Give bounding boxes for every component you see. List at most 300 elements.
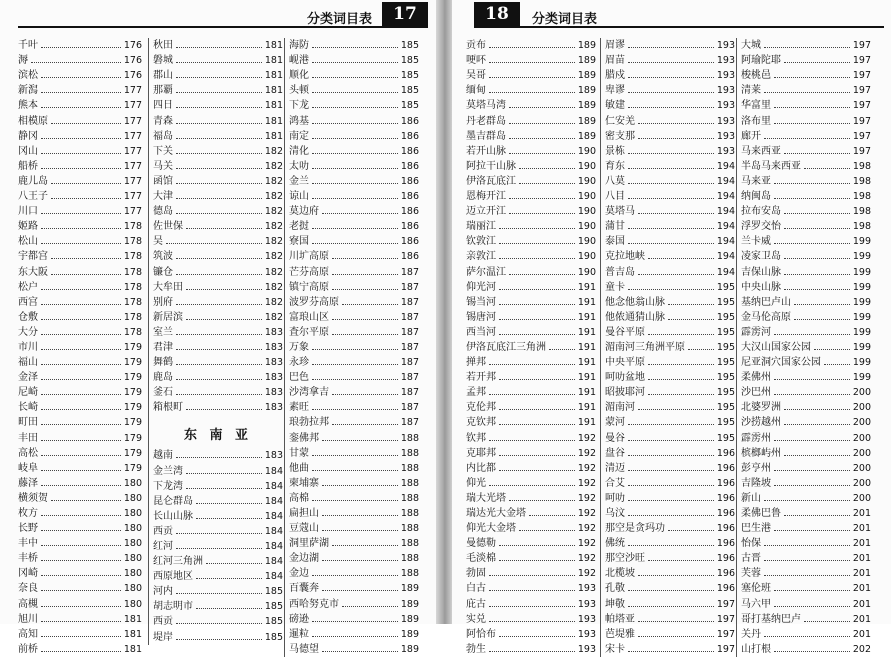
index-entry bbox=[466, 385, 596, 400]
index-entry bbox=[289, 38, 419, 53]
leader-dots bbox=[489, 485, 575, 486]
entry-term: 毛淡棉 bbox=[466, 553, 496, 565]
entry-term: 基纳巴卢山 bbox=[741, 296, 791, 308]
leader-dots bbox=[489, 440, 575, 441]
index-entry bbox=[466, 129, 596, 144]
leader-dots bbox=[176, 394, 262, 395]
entry-page-number: 177 bbox=[123, 175, 142, 187]
entry-term: 前桥 bbox=[18, 643, 38, 655]
index-entry bbox=[605, 491, 735, 506]
index-entry bbox=[605, 249, 735, 264]
leader-dots bbox=[41, 289, 121, 290]
index-entry bbox=[741, 295, 871, 310]
entry-term: 瑞丽江 bbox=[466, 221, 496, 233]
entry-term: 景栋 bbox=[605, 145, 625, 157]
index-entry bbox=[466, 68, 596, 83]
entry-term: 莫边府 bbox=[289, 206, 319, 218]
entry-term: 室兰 bbox=[153, 326, 173, 338]
entry-page-number: 186 bbox=[400, 221, 419, 233]
entry-page-number: 186 bbox=[400, 160, 419, 172]
leader-dots bbox=[774, 334, 850, 335]
leader-dots bbox=[176, 153, 262, 154]
index-entry bbox=[18, 144, 142, 159]
leader-dots bbox=[176, 274, 262, 275]
entry-term: 佐世保 bbox=[153, 221, 183, 233]
entry-page-number: 192 bbox=[577, 477, 596, 489]
entry-term: 镰仓 bbox=[153, 266, 173, 278]
index-entry bbox=[18, 385, 142, 400]
entry-page-number: 184 bbox=[264, 556, 283, 568]
entry-page-number: 182 bbox=[264, 266, 283, 278]
index-entry bbox=[741, 551, 871, 566]
entry-term: 阿拉干山脉 bbox=[466, 160, 516, 172]
entry-term: 眉谬 bbox=[605, 40, 625, 52]
leader-dots bbox=[638, 123, 714, 124]
entry-page-number: 181 bbox=[123, 643, 142, 655]
entry-page-number: 192 bbox=[577, 432, 596, 444]
entry-term: 大牟田 bbox=[153, 281, 183, 293]
entry-term: 锡当河 bbox=[466, 296, 496, 308]
entry-page-number: 186 bbox=[400, 206, 419, 218]
entry-term: 阿恰布 bbox=[466, 628, 496, 640]
entry-term: 童卡 bbox=[605, 281, 625, 293]
leader-dots bbox=[41, 228, 121, 229]
leader-dots bbox=[51, 198, 121, 199]
entry-term: 北婆罗洲 bbox=[741, 402, 781, 414]
left-page-number: 17 bbox=[382, 2, 428, 26]
leader-dots bbox=[176, 183, 262, 184]
index-entry bbox=[466, 38, 596, 53]
entry-page-number: 178 bbox=[123, 236, 142, 248]
index-entry bbox=[18, 506, 142, 521]
entry-page-number: 191 bbox=[577, 417, 596, 429]
entry-term: 白古 bbox=[466, 583, 486, 595]
leader-dots bbox=[41, 92, 121, 93]
index-entry bbox=[466, 506, 596, 521]
index-entry bbox=[289, 521, 419, 536]
index-entry bbox=[605, 234, 735, 249]
entry-page-number: 201 bbox=[852, 628, 871, 640]
entry-term: 哽吥 bbox=[466, 55, 486, 67]
entry-page-number: 191 bbox=[577, 281, 596, 293]
entry-term: 越南 bbox=[153, 450, 173, 462]
index-entry bbox=[466, 189, 596, 204]
index-entry bbox=[466, 113, 596, 128]
entry-page-number: 191 bbox=[577, 372, 596, 384]
leader-dots bbox=[628, 545, 714, 546]
leader-dots bbox=[638, 409, 714, 410]
entry-page-number: 180 bbox=[123, 492, 142, 504]
entry-page-number: 184 bbox=[264, 495, 283, 507]
index-entry bbox=[289, 627, 419, 642]
entry-term: 湄南河三角洲平原 bbox=[605, 341, 685, 353]
entry-page-number: 186 bbox=[400, 115, 419, 127]
entry-page-number: 201 bbox=[852, 538, 871, 550]
index-entry bbox=[466, 83, 596, 98]
entry-page-number: 178 bbox=[123, 296, 142, 308]
leader-dots bbox=[499, 636, 575, 637]
right-page-header bbox=[474, 0, 884, 30]
entry-page-number: 197 bbox=[852, 130, 871, 142]
index-entry bbox=[741, 476, 871, 491]
entry-term: 半岛马来西亚 bbox=[741, 160, 801, 172]
index-entry bbox=[741, 340, 871, 355]
entry-term: 函馆 bbox=[153, 175, 173, 187]
leader-dots bbox=[196, 503, 262, 504]
leader-dots bbox=[774, 198, 850, 199]
leader-dots bbox=[51, 258, 121, 259]
index-entry bbox=[18, 174, 142, 189]
index-entry bbox=[466, 249, 596, 264]
index-entry bbox=[289, 144, 419, 159]
leader-dots bbox=[509, 123, 575, 124]
index-entry bbox=[18, 551, 142, 566]
entry-page-number: 179 bbox=[123, 341, 142, 353]
leader-dots bbox=[519, 183, 575, 184]
entry-term: 呵叻 bbox=[605, 492, 625, 504]
entry-page-number: 190 bbox=[577, 221, 596, 233]
entry-term: 浮罗交怡 bbox=[741, 221, 781, 233]
entry-term: 金马伦高原 bbox=[741, 311, 791, 323]
leader-dots bbox=[489, 77, 575, 78]
leader-dots bbox=[489, 575, 575, 576]
leader-dots bbox=[784, 228, 850, 229]
entry-page-number: 199 bbox=[852, 251, 871, 263]
entry-term: 曼谷平原 bbox=[605, 326, 645, 338]
entry-page-number: 192 bbox=[577, 508, 596, 519]
index-entry bbox=[466, 325, 596, 340]
entry-page-number: 192 bbox=[577, 538, 596, 550]
entry-term: 迈立开江 bbox=[466, 206, 506, 218]
index-entry bbox=[153, 385, 283, 400]
index-entry bbox=[153, 219, 283, 234]
entry-page-number: 187 bbox=[400, 296, 419, 308]
entry-term: 査尔平原 bbox=[289, 326, 329, 338]
entry-page-number: 194 bbox=[716, 175, 735, 187]
entry-term: 暹粒 bbox=[289, 628, 309, 640]
entry-term: 金兰 bbox=[289, 175, 309, 187]
leader-dots bbox=[176, 364, 262, 365]
leader-dots bbox=[648, 364, 714, 365]
entry-page-number: 199 bbox=[852, 266, 871, 278]
entry-page-number: 189 bbox=[400, 613, 419, 625]
leader-dots bbox=[312, 92, 398, 93]
index-entry bbox=[605, 370, 735, 385]
entry-page-number: 189 bbox=[577, 100, 596, 112]
right-page bbox=[452, 0, 891, 655]
entry-page-number: 195 bbox=[716, 372, 735, 384]
entry-page-number: 179 bbox=[123, 357, 142, 369]
entry-page-number: 184 bbox=[264, 525, 283, 537]
leader-dots bbox=[41, 77, 121, 78]
entry-term: 红河三角洲 bbox=[153, 556, 203, 568]
entry-term: 芙蓉 bbox=[741, 568, 761, 580]
index-entry bbox=[605, 129, 735, 144]
entry-page-number: 182 bbox=[264, 160, 283, 172]
entry-page-number: 182 bbox=[264, 251, 283, 263]
entry-page-number: 178 bbox=[123, 221, 142, 233]
entry-term: 佛统 bbox=[605, 538, 625, 550]
index-entry bbox=[605, 264, 735, 279]
leader-dots bbox=[764, 560, 850, 561]
entry-term: 沙湾拿吉 bbox=[289, 387, 329, 399]
leader-dots bbox=[638, 138, 714, 139]
entry-page-number: 187 bbox=[400, 311, 419, 323]
entry-term: 马德望 bbox=[289, 643, 319, 655]
entry-page-number: 193 bbox=[577, 643, 596, 655]
entry-term: 金兰湾 bbox=[153, 465, 183, 477]
entry-page-number: 197 bbox=[716, 598, 735, 610]
entry-term: 金边 bbox=[289, 568, 309, 580]
entry-term: 冈山 bbox=[18, 145, 38, 157]
entry-term: 沙捞越州 bbox=[741, 417, 781, 429]
entry-page-number: 188 bbox=[400, 538, 419, 550]
leader-dots bbox=[322, 440, 398, 441]
entry-page-number: 190 bbox=[577, 160, 596, 172]
leader-dots bbox=[312, 575, 398, 576]
entry-term: 实兑 bbox=[466, 613, 486, 625]
entry-term: 山打根 bbox=[741, 643, 771, 655]
entry-page-number: 201 bbox=[852, 523, 871, 535]
entry-term: 福岛 bbox=[153, 130, 173, 142]
entry-page-number: 188 bbox=[400, 568, 419, 580]
entry-term: 扁担山 bbox=[289, 508, 319, 519]
entry-term: 湄南河 bbox=[605, 402, 635, 414]
entry-term: 箱根町 bbox=[153, 402, 183, 414]
leader-dots bbox=[41, 107, 121, 108]
entry-term: 柔佛巴鲁 bbox=[741, 508, 781, 519]
entry-page-number: 183 bbox=[264, 387, 283, 399]
entry-page-number: 197 bbox=[852, 40, 871, 52]
leader-dots bbox=[312, 62, 398, 63]
leader-dots bbox=[176, 623, 262, 624]
index-entry bbox=[289, 83, 419, 98]
index-entry bbox=[18, 264, 142, 279]
index-entry bbox=[289, 551, 419, 566]
entry-page-number: 200 bbox=[852, 402, 871, 414]
leader-dots bbox=[509, 153, 575, 154]
entry-page-number: 181 bbox=[264, 100, 283, 112]
leader-dots bbox=[764, 500, 850, 501]
leader-dots bbox=[628, 424, 714, 425]
index-entry bbox=[153, 280, 283, 295]
index-entry bbox=[741, 642, 871, 657]
entry-term: 西贡 bbox=[153, 616, 173, 628]
leader-dots bbox=[489, 606, 575, 607]
entry-term: 钦邦 bbox=[466, 432, 486, 444]
entry-page-number: 193 bbox=[716, 115, 735, 127]
index-entry bbox=[153, 144, 283, 159]
index-entry bbox=[741, 68, 871, 83]
index-entry bbox=[153, 295, 283, 310]
entry-page-number: 192 bbox=[577, 447, 596, 459]
entry-term: 梭桃邑 bbox=[741, 70, 771, 82]
entry-term: 宇都宫 bbox=[18, 251, 48, 263]
entry-page-number: 182 bbox=[264, 221, 283, 233]
index-entry bbox=[466, 98, 596, 113]
leader-dots bbox=[312, 47, 398, 48]
entry-page-number: 178 bbox=[123, 266, 142, 278]
entry-term: 腊戍 bbox=[605, 70, 625, 82]
leader-dots bbox=[176, 593, 262, 594]
index-entry bbox=[153, 599, 283, 614]
entry-page-number: 196 bbox=[716, 553, 735, 565]
index-entry bbox=[18, 446, 142, 461]
index-entry bbox=[741, 385, 871, 400]
left-page bbox=[0, 0, 436, 655]
entry-term: 德岛 bbox=[153, 206, 173, 218]
leader-dots bbox=[312, 138, 398, 139]
entry-page-number: 177 bbox=[123, 115, 142, 127]
entry-term: 芭堤雅 bbox=[605, 628, 635, 640]
entry-page-number: 196 bbox=[716, 583, 735, 595]
leader-dots bbox=[519, 530, 575, 531]
index-entry bbox=[153, 234, 283, 249]
leader-dots bbox=[774, 107, 850, 108]
entry-term: 高松 bbox=[18, 447, 38, 459]
entry-page-number: 188 bbox=[400, 492, 419, 504]
entry-page-number: 179 bbox=[123, 447, 142, 459]
entry-term: 阿瑜陀耶 bbox=[741, 55, 781, 67]
index-entry bbox=[18, 627, 142, 642]
index-entry bbox=[466, 159, 596, 174]
index-entry bbox=[289, 68, 419, 83]
entry-page-number: 186 bbox=[400, 130, 419, 142]
entry-page-number: 181 bbox=[264, 70, 283, 82]
entry-term: 秋田 bbox=[153, 40, 173, 52]
leader-dots bbox=[628, 92, 714, 93]
leader-dots bbox=[176, 213, 262, 214]
left-header-title: 分类词目表 bbox=[306, 12, 372, 27]
index-entry bbox=[741, 310, 871, 325]
index-entry bbox=[605, 219, 735, 234]
entry-page-number: 185 bbox=[400, 85, 419, 97]
index-entry bbox=[153, 189, 283, 204]
index-entry bbox=[289, 370, 419, 385]
leader-dots bbox=[774, 485, 850, 486]
entry-page-number: 189 bbox=[577, 85, 596, 97]
entry-page-number: 179 bbox=[123, 372, 142, 384]
entry-page-number: 180 bbox=[123, 508, 142, 519]
entry-term: 长崎 bbox=[18, 402, 38, 414]
entry-term: 恩梅开江 bbox=[466, 191, 506, 203]
entry-term: 昆仑群岛 bbox=[153, 495, 193, 507]
index-entry bbox=[153, 539, 283, 554]
index-entry bbox=[289, 129, 419, 144]
index-entry bbox=[741, 219, 871, 234]
leader-dots bbox=[784, 515, 850, 516]
entry-page-number: 190 bbox=[577, 236, 596, 248]
entry-page-number: 191 bbox=[577, 311, 596, 323]
entry-page-number: 201 bbox=[852, 553, 871, 565]
entry-term: 红河 bbox=[153, 541, 173, 552]
index-entry bbox=[289, 385, 419, 400]
entry-page-number: 178 bbox=[123, 326, 142, 338]
leader-dots bbox=[628, 228, 714, 229]
entry-page-number: 200 bbox=[852, 447, 871, 459]
entry-page-number: 195 bbox=[716, 281, 735, 293]
right-index-column-1 bbox=[466, 38, 596, 657]
entry-term: 勃固 bbox=[466, 568, 486, 580]
entry-term: 清迈 bbox=[605, 462, 625, 474]
entry-term: 霹雳河 bbox=[741, 326, 771, 338]
leader-dots bbox=[628, 183, 714, 184]
leader-dots bbox=[628, 77, 714, 78]
entry-page-number: 191 bbox=[577, 387, 596, 399]
leader-dots bbox=[176, 548, 262, 549]
leader-dots bbox=[774, 651, 850, 652]
index-entry bbox=[741, 98, 871, 113]
entry-term: 眉苗 bbox=[605, 55, 625, 67]
entry-page-number: 181 bbox=[264, 130, 283, 142]
entry-page-number: 195 bbox=[716, 296, 735, 308]
index-entry bbox=[605, 204, 735, 219]
leader-dots bbox=[638, 621, 714, 622]
entry-page-number: 200 bbox=[852, 387, 871, 399]
entry-term: 彭亨州 bbox=[741, 462, 771, 474]
entry-page-number: 195 bbox=[716, 311, 735, 323]
entry-term: 敏建 bbox=[605, 100, 625, 112]
entry-page-number: 198 bbox=[852, 175, 871, 187]
index-entry bbox=[741, 189, 871, 204]
leader-dots bbox=[41, 153, 121, 154]
entry-term: 帕塔亚 bbox=[605, 613, 635, 625]
entry-term: 掸邦 bbox=[466, 357, 486, 369]
entry-page-number: 182 bbox=[264, 145, 283, 157]
entry-term: 胡志明市 bbox=[153, 601, 193, 613]
leader-dots bbox=[166, 243, 262, 244]
index-entry bbox=[289, 355, 419, 370]
entry-term: 溽 bbox=[18, 55, 28, 67]
entry-page-number: 196 bbox=[716, 477, 735, 489]
leader-dots bbox=[41, 394, 121, 395]
entry-term: 大分 bbox=[18, 326, 38, 338]
leader-dots bbox=[176, 379, 262, 380]
entry-page-number: 189 bbox=[400, 583, 419, 595]
entry-page-number: 177 bbox=[123, 206, 142, 218]
entry-term: 奈良 bbox=[18, 583, 38, 595]
entry-page-number: 179 bbox=[123, 402, 142, 414]
leader-dots bbox=[774, 77, 850, 78]
entry-term: 海防 bbox=[289, 40, 309, 52]
leader-dots bbox=[774, 440, 850, 441]
index-entry bbox=[605, 113, 735, 128]
entry-term: 伊洛瓦底江 bbox=[466, 175, 516, 187]
leader-dots bbox=[774, 530, 850, 531]
index-entry bbox=[741, 446, 871, 461]
leader-dots bbox=[41, 364, 121, 365]
leader-dots bbox=[41, 560, 121, 561]
entry-page-number: 184 bbox=[264, 480, 283, 492]
leader-dots bbox=[312, 379, 398, 380]
entry-term: 鸿基 bbox=[289, 115, 309, 127]
leader-dots bbox=[784, 153, 850, 154]
entry-page-number: 195 bbox=[716, 341, 735, 353]
leader-dots bbox=[499, 379, 575, 380]
entry-page-number: 195 bbox=[716, 326, 735, 338]
entry-term: 头顿 bbox=[289, 85, 309, 97]
index-entry bbox=[605, 98, 735, 113]
leader-dots bbox=[332, 545, 398, 546]
entry-term: 柔佛州 bbox=[741, 372, 771, 384]
leader-dots bbox=[668, 304, 714, 305]
entry-page-number: 196 bbox=[716, 523, 735, 535]
index-entry bbox=[289, 476, 419, 491]
entry-page-number: 201 bbox=[852, 508, 871, 519]
entry-term: 昭披耶河 bbox=[605, 387, 645, 399]
index-entry bbox=[18, 234, 142, 249]
index-entry bbox=[18, 521, 142, 536]
